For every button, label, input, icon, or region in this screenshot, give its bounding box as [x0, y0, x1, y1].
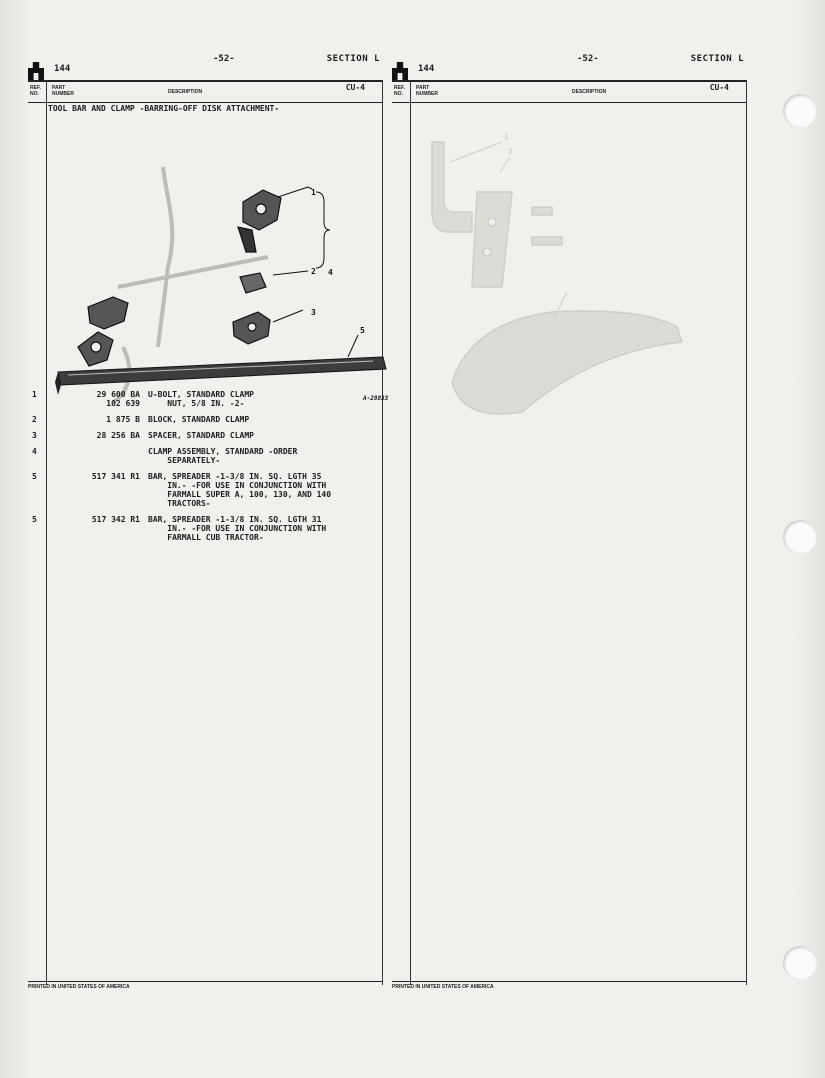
part-description: SPACER, STANDARD CLAMP [148, 431, 254, 440]
table-row [28, 431, 383, 440]
table-row [28, 515, 383, 542]
tool-bar-clamp-illustration [28, 147, 388, 407]
part-description: BAR, SPREADER -1-3/8 IN. SQ. LGTH 35 IN.- -FOR USE IN CONJUNCTION WITH FARMALL SUPER A, 100, 130, AND 140 TRACTORS- [148, 472, 332, 508]
binder-hole-middle [783, 520, 817, 554]
print-footer: PRINTED IN UNITED STATES OF AMERICA [392, 981, 747, 990]
section-label: SECTION L [690, 54, 744, 64]
part-number: 1 875 B [106, 415, 140, 424]
section-code: 144 [418, 64, 435, 74]
ref-no-header: REF. NO. [394, 85, 405, 97]
part-number: 28 256 BA [96, 431, 140, 440]
figure-label: A-28833 [363, 395, 388, 402]
binder-hole-top [783, 94, 817, 128]
part-description: BAR, SPREADER -1-3/8 IN. SQ. LGTH 31 IN.- -FOR USE IN CONJUNCTION WITH FARMALL CUB TRACTOR- [148, 515, 327, 542]
callout-2: 2 [508, 147, 513, 156]
page-number: -52- [577, 54, 599, 64]
part-description: CLAMP ASSEMBLY, STANDARD -ORDER SEPARATELY- [148, 447, 298, 465]
section-label: SECTION L [326, 54, 380, 64]
ih-logo-icon [28, 62, 44, 82]
ref-number: 5 [32, 515, 37, 524]
column-header [392, 80, 747, 103]
part-number: 517 342 R1 [91, 515, 140, 524]
ref-number: 2 [32, 415, 37, 424]
right-catalog-page [392, 52, 752, 992]
section-code: 144 [54, 64, 71, 74]
callout-5: 5 [360, 326, 365, 335]
ih-logo-icon [392, 62, 408, 82]
description-header: DESCRIPTION [168, 89, 203, 95]
callout-4: 4 [328, 268, 333, 277]
callout-2: 2 [311, 267, 316, 276]
page-title: TOOL BAR AND CLAMP -BARRING-OFF DISK ATTACHMENT- [48, 104, 280, 113]
ref-number: 5 [32, 472, 37, 481]
binder-hole-bottom [783, 946, 817, 980]
column-header [28, 80, 383, 103]
table-row [28, 390, 383, 408]
part-number [50, 447, 148, 465]
catalog-code: CU-4 [345, 83, 365, 92]
callout-3: 3 [311, 308, 316, 317]
left-catalog-page [28, 52, 388, 992]
part-number-header: PART NUMBER [416, 85, 438, 97]
ref-number: 4 [32, 447, 37, 456]
part-number-header: PART NUMBER [52, 85, 74, 97]
callout-1: 1 [504, 133, 509, 142]
table-row [28, 447, 383, 465]
ref-number: 3 [32, 431, 37, 440]
show-through-illustration [392, 122, 752, 422]
parts-list [28, 390, 383, 549]
description-header: DESCRIPTION [572, 89, 607, 95]
table-row [28, 472, 383, 508]
part-number: 29 600 BA 102 639 [96, 390, 140, 408]
ref-no-header: REF. NO. [30, 85, 41, 97]
part-description: BLOCK, STANDARD CLAMP [148, 415, 250, 424]
part-number: 517 341 R1 [91, 472, 140, 481]
part-description: U-BOLT, STANDARD CLAMP NUT, 5/8 IN. -2- [148, 390, 254, 408]
print-footer: PRINTED IN UNITED STATES OF AMERICA [28, 981, 383, 990]
callout-1: 1 [311, 188, 316, 197]
table-row [28, 415, 383, 424]
page-number: -52- [213, 54, 235, 64]
catalog-code: CU-4 [709, 83, 729, 92]
ref-number: 1 [32, 390, 37, 399]
